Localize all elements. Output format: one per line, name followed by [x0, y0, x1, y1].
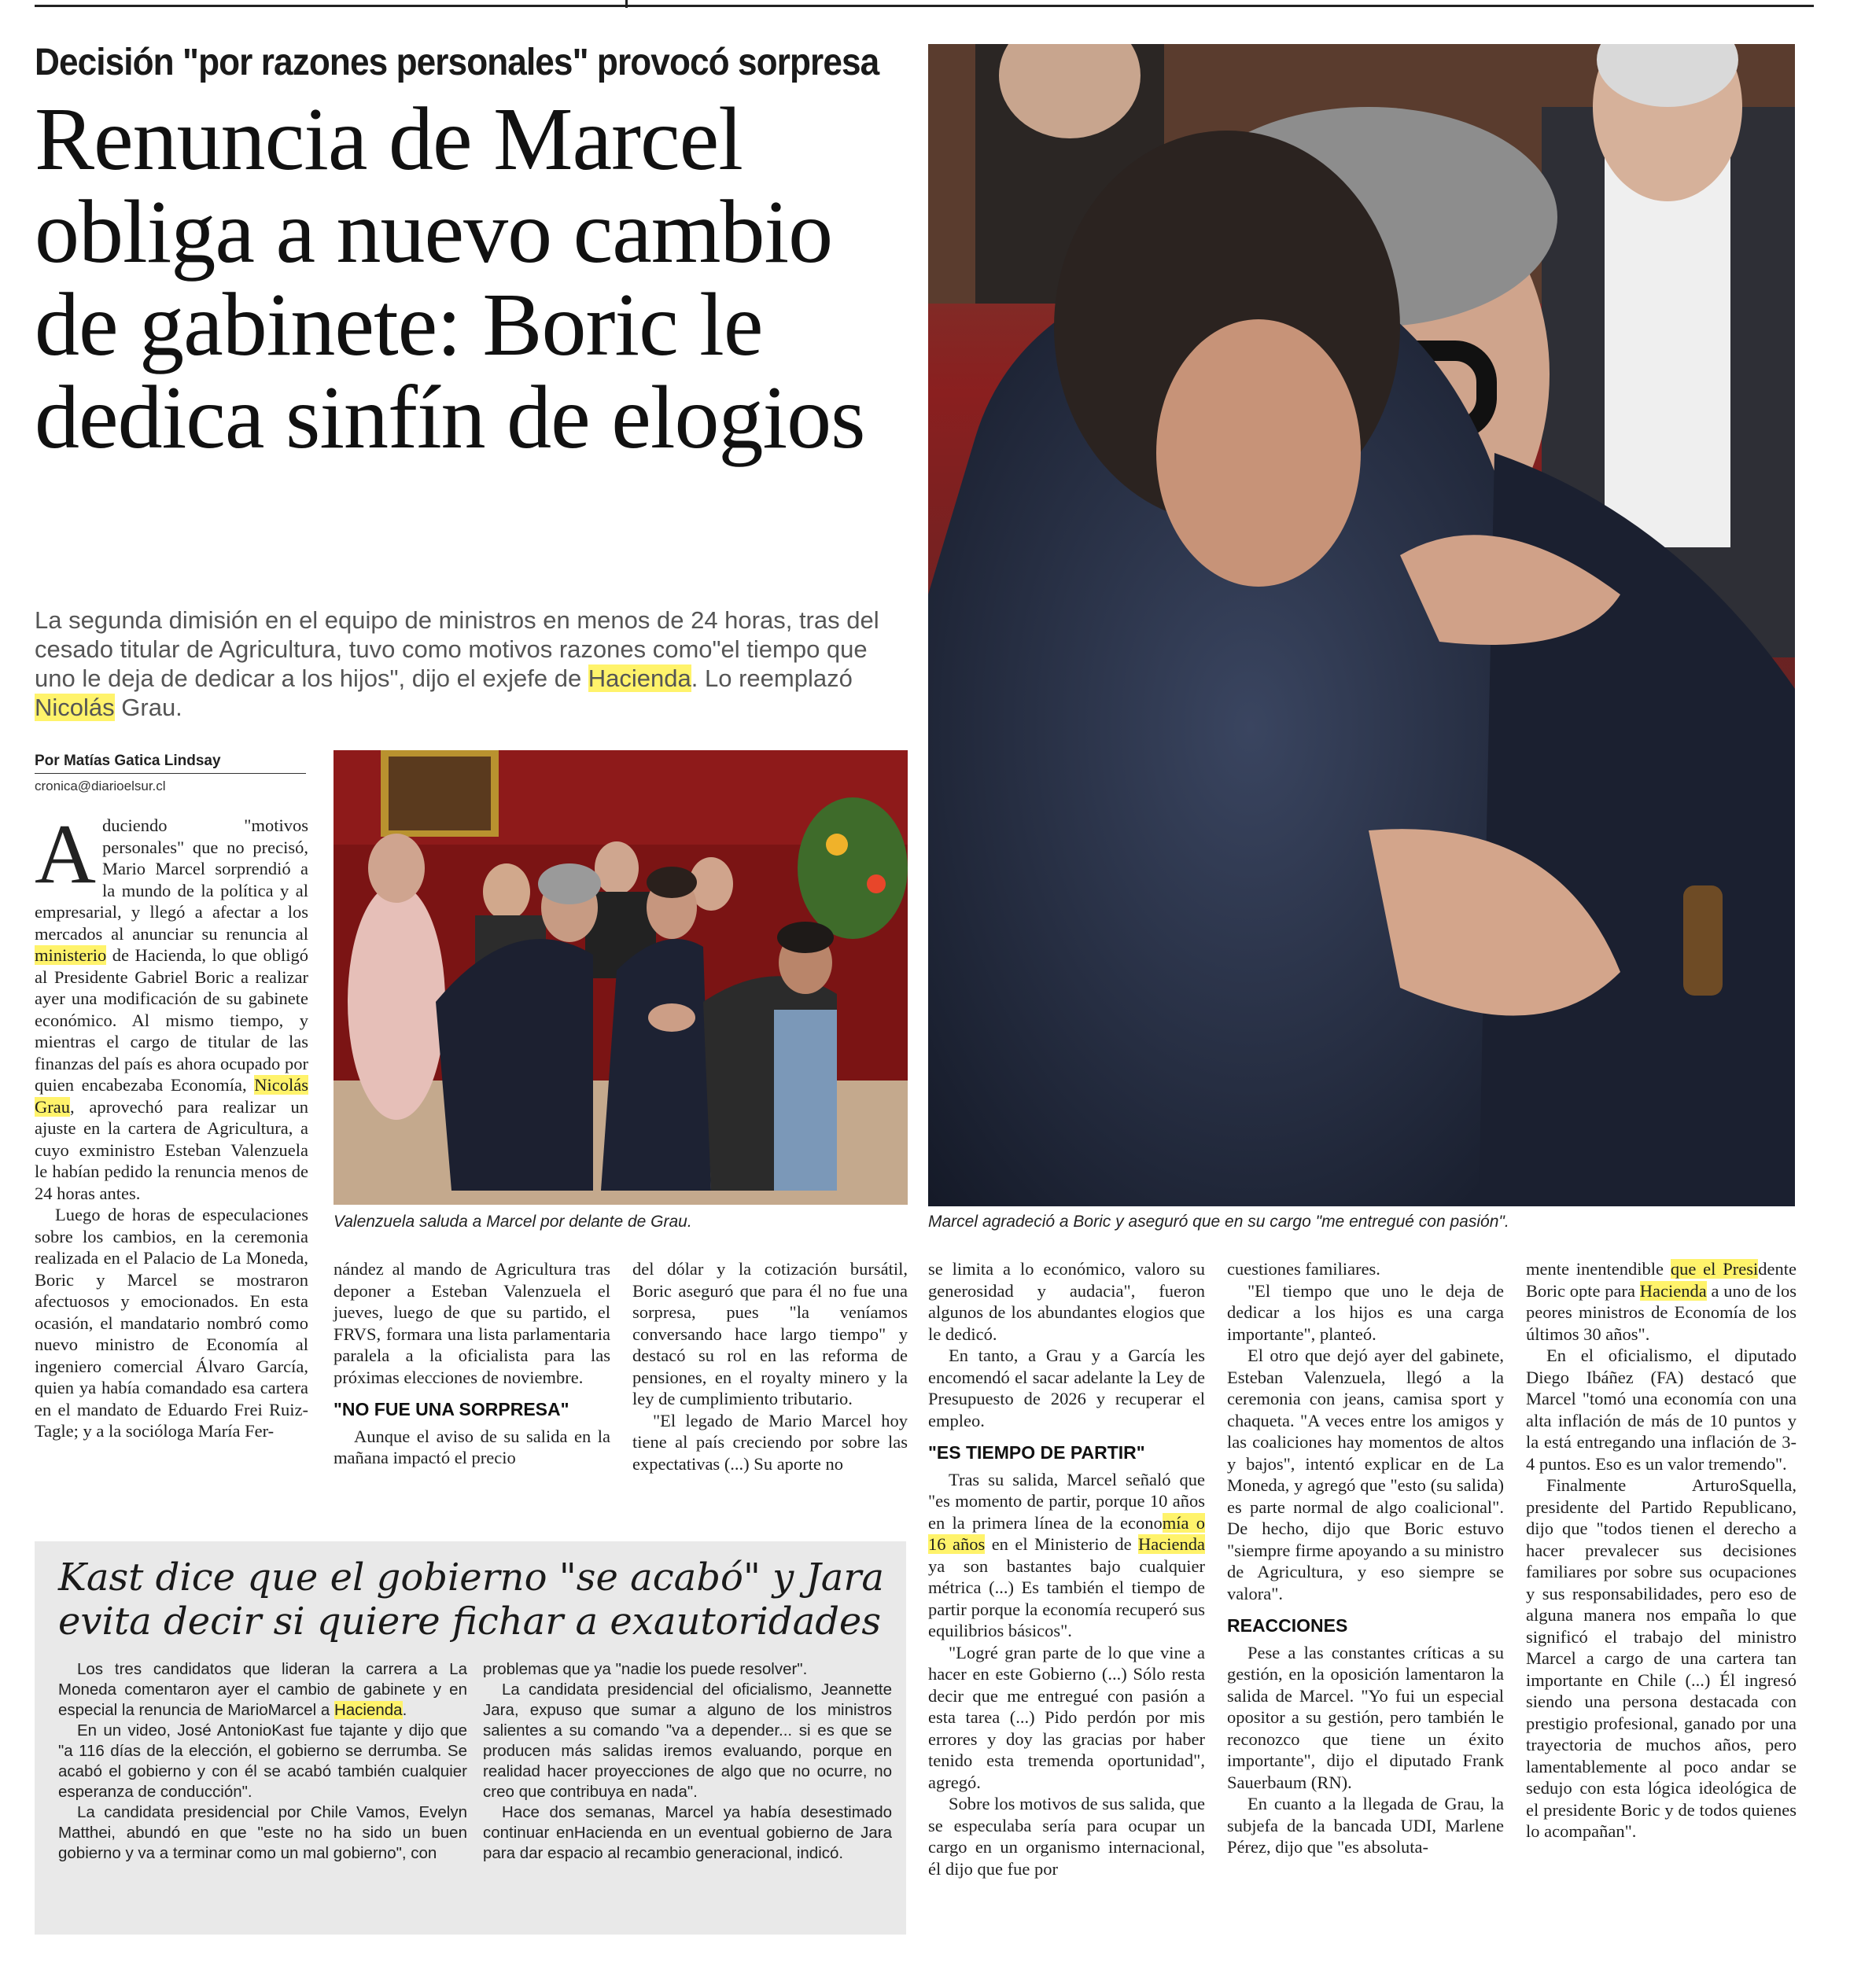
sidebar-box-column-right: [483, 1659, 892, 1864]
text-run: .: [402, 1701, 407, 1719]
paragraph: nández al mando de Agricultura tras deponer a Esteban Valenzuela el jueves, luego de que su partido, el FRVS, formara una lista parlamentaria paralela a la oficialista para las próximas elecciones de noviembre.: [334, 1259, 610, 1387]
paragraph: [35, 808, 308, 1204]
text-run: mente inentendible: [1526, 1259, 1671, 1279]
highlight: que el Presi: [1670, 1259, 1759, 1279]
dek-text: . Lo reemplazó: [691, 665, 853, 692]
article-column-2: [334, 1258, 610, 1469]
main-photo: [928, 44, 1795, 1206]
article-column-1: [35, 808, 308, 1442]
paragraph: [928, 1469, 1205, 1642]
subhead-no-fue-sorpresa: "NO FUE UNA SORPRESA": [334, 1399, 569, 1419]
paragraph: "Logré gran parte de lo que vine a hacer en este Gobierno (...) Sólo resta decir que me entregué con pasión a esta tarea (...) Pido perdón por mis errores y doy las gracias por haber tenido esta tremenda oportunidad", agregó.: [928, 1642, 1205, 1792]
drop-cap: A: [35, 808, 96, 901]
paragraph: [1526, 1258, 1797, 1345]
article-column-3: [632, 1258, 908, 1474]
text-run: , aprovechó para realizar un ajuste en la cartera de Agricultura, a cuyo exministro Esteban Valenzuela le habían pedido la renuncia menos de 24 horas antes.: [35, 1096, 308, 1203]
byline-email: cronica@diarioelsur.cl: [35, 779, 166, 793]
paragraph: Finalmente ArturoSquella, presidente del Partido Republicano, dijo que "todos tienen el derecho a hacer prevalecer sus decisiones familiares por sobre sus ocupaciones y sus responsabilidades, pero eso de alguna manera nos empaña lo que significó el trabajo del ministro Marcel a cargo de una cartera tan importante en Chile (...) Él ingresó siendo una persona destacada con prestigio profesional, ganado por una trayectoria de muchos años, pero lamentablemente al poco andar se sedujo con esta lógica ideológica de el presidente Boric y de todos quienes lo acompañan".: [1526, 1475, 1797, 1841]
text-run: Los tres candidatos que lideran la carrera a La Moneda comentaron ayer el cambio de gabinete y en especial la renuncia de MarioMarcel a: [58, 1660, 467, 1719]
sidebar-box: [35, 1541, 906, 1935]
paragraph: Aunque el aviso de su salida en la mañana impactó el precio: [334, 1426, 610, 1467]
top-rule-tick: [625, 0, 628, 8]
paragraph: "El legado de Mario Marcel hoy tiene al país creciendo por sobre las expectativas (...) Su aporte no: [632, 1410, 908, 1474]
text-run: dente Boric opte para: [1526, 1259, 1797, 1301]
paragraph: En tanto, a Grau y a García les encomendó el sacar adelante la Ley de Presupuesto de 2026 y recuperar el empleo.: [928, 1346, 1205, 1430]
paragraph: del dólar y la cotización bursátil, Boric aseguró que para él no fue una sorpresa, pues "la veníamos conversando hace largo tiempo" y destacó su rol en las reforma de pensiones, en el royalty minero y la ley de cumplimiento tributario.: [632, 1259, 908, 1408]
text-run: ya son bastantes bajo cualquier métrica (...) Es también el tiempo de partir porque la economía recuperó sus equilibrios básicos".: [928, 1555, 1205, 1640]
headline: Renuncia de Marcel obliga a nuevo cambio de gabinete: Boric le dedica sinfín de elogios: [35, 89, 865, 467]
subhead-tiempo-de-partir: "ES TIEMPO DE PARTIR": [928, 1442, 1145, 1463]
kicker: Decisión "por razones personales" provocó sorpresa: [35, 42, 879, 83]
paragraph: La candidata presidencial por Chile Vamos, Evelyn Matthei, abundó en que "este no ha sido un buen gobierno y va a terminar como un mal gobierno", con: [58, 1803, 467, 1862]
article-column-4: [928, 1258, 1205, 1879]
main-photo-caption: Marcel agradeció a Boric y aseguró que en su cargo "me entregué con pasión".: [928, 1213, 1509, 1231]
text-run: de Hacienda, lo que obligó al Presidente Gabriel Boric a realizar ayer una modificación de su gabinete económico. Al mismo tiempo, y mientras el cargo de titular de las finanzas del país es ahora ocupado por quien encabezaba Economía,: [35, 945, 308, 1095]
byline-author: Por Matías Gatica Lindsay: [35, 753, 306, 774]
highlight: mía o 16 años: [928, 1512, 1205, 1554]
paragraph: En el oficialismo, el diputado Diego Ibáñez (FA) destacó que Marcel "tomó una economía con una alta inflación de más de 10 puntos y la está entregando una inflación de 3-4 puntos. Eso es un valor tremendo".: [1526, 1346, 1797, 1474]
text-run: en el Ministerio de: [985, 1534, 1139, 1554]
paragraph: En cuanto a la llegada de Grau, la subjefa de la bancada UDI, Marlene Pérez, dijo que "es absoluta-: [1227, 1794, 1504, 1857]
paragraph: "El tiempo que uno le deja de dedicar a los hijos es una carga importante", planteó.: [1227, 1280, 1504, 1344]
highlight: Hacienda: [1639, 1280, 1707, 1301]
paragraph: [58, 1659, 467, 1721]
paragraph: En un video, José AntonioKast fue tajante y dijo que "a 116 días de la elección, el gobierno se derrumba. Se acabó el gobierno y con él se acabó también cualquier esperanza de conducción".: [58, 1721, 467, 1801]
article-column-5: [1227, 1258, 1504, 1858]
paragraph: Luego de horas de especulaciones sobre los cambios, en la ceremonia realizada en el Palacio de La Moneda, Boric y Marcel se mostraron afectuosos y emocionados. En esta ocasión, el mandatario nombró como nuevo ministro de Economía al ingeniero comercial Álvaro García, quien ya había comandado esa cartera en el mandato de Eduardo Frei Ruiz-Tagle; y a la socióloga María Fer-: [35, 1205, 308, 1441]
sidebar-box-title: Kast dice que el gobierno "se acabó" y Jara evita decir si quiere fichar a exautoridades: [58, 1555, 884, 1644]
paragraph: se limita a lo económico, valoro su generosidad y audacia", fueron algunos de los abundantes elogios que le dedicó.: [928, 1259, 1205, 1344]
paragraph: Sobre los motivos de sus salida, que se especulaba sería para ocupar un cargo en un organismo internacional, él dijo que fue por: [928, 1794, 1205, 1879]
paragraph: Hace dos semanas, Marcel ya había desestimado continuar enHacienda en un eventual gobierno de Jara para dar espacio al recambio generacional, indicó.: [483, 1803, 892, 1862]
dek-highlight: Nicolás: [35, 694, 115, 721]
byline: [35, 753, 306, 794]
highlight: ministerio: [35, 945, 107, 965]
dek-text: Grau.: [114, 694, 182, 721]
highlight: Nicolás Grau: [35, 1075, 308, 1117]
paragraph: Pese a las constantes críticas a su gestión, en la oposición lamentaron la salida de Marcel. "Yo fui un especial opositor a su gestión, pero también le reconozco que tiene un éxito importante", dijo el diputado Frank Sauerbaum (RN).: [1227, 1642, 1504, 1792]
text-run: a uno de los peores ministros de Economía de los últimos 30 años".: [1526, 1280, 1797, 1344]
top-rule: [35, 5, 1814, 7]
highlight: Hacienda: [1138, 1534, 1205, 1554]
paragraph: La candidata presidencial del oficialismo, Jeannette Jara, expuso que sumar a alguno de los ministros salientes a su comando "va a depender... si es que se producen más salidas iremos evaluando, porque en realidad hacer proyecciones de algo que no ocurre, no creo que contribuya en nada".: [483, 1681, 892, 1801]
dek: [35, 606, 912, 722]
dek-highlight: Hacienda: [588, 665, 691, 692]
secondary-photo-caption: Valenzuela saluda a Marcel por delante de Grau.: [334, 1213, 692, 1231]
dek-text: La segunda dimisión en el equipo de ministros en menos de 24 horas, tras del cesado titular de Agricultura, tuvo como motivos razones como"el tiempo que uno le deja de dedicar a los hijos", dijo el exjefe de: [35, 606, 879, 692]
highlight: Hacienda: [334, 1701, 403, 1719]
paragraph: El otro que dejó ayer del gabinete, Esteban Valenzuela, llegó a la ceremonia con jeans, camisa sport y chaqueta. "A veces entre los amigos y las coaliciones hay momentos de altos y bajos", intentó explicar en de La Moneda, y agregó que "esto (su salida) es parte normal de algo coalicional". De hecho, dijo que Boric estuvo "siempre firme apoyando a su ministro de Agricultura, y eso siempre se valora".: [1227, 1346, 1504, 1603]
text-run: duciendo "motivos personales" que no precisó, Mario Marcel sorprendió a la mundo de la política y al empresarial, y llegó a afectar a los mercados al anunciar su renuncia al: [35, 815, 308, 944]
article-column-6: [1526, 1258, 1797, 1843]
text-run: Tras su salida, Marcel señaló que "es momento de partir, porque 10 años en la primera línea de la econo: [928, 1469, 1205, 1533]
paragraph: cuestiones familiares.: [1227, 1259, 1380, 1279]
sidebar-box-column-left: [58, 1659, 467, 1864]
secondary-photo: [334, 750, 908, 1205]
paragraph: problemas que ya "nadie los puede resolver".: [483, 1660, 808, 1678]
subhead-reacciones: REACCIONES: [1227, 1615, 1348, 1636]
